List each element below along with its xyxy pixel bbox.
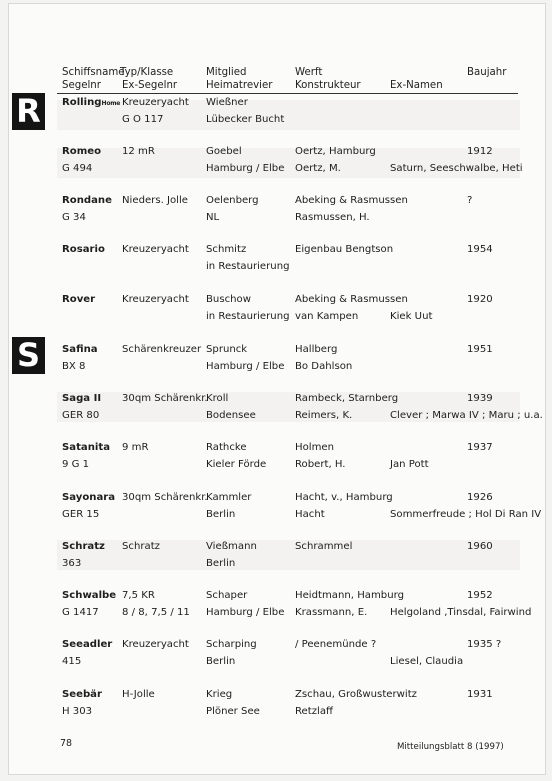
- entry-year: [467, 241, 493, 258]
- section-tab-s: S: [12, 337, 45, 374]
- entry-sail-number: [62, 407, 99, 424]
- entry-name-text: Rondane: [62, 195, 112, 206]
- entry-yard: [295, 192, 408, 209]
- entry-year-text: 1935 ?: [467, 639, 502, 650]
- header-segelnr: Segelnr: [62, 80, 101, 91]
- list-item: [0, 439, 552, 479]
- entry-type-text: Nieders. Jolle: [122, 195, 188, 206]
- entry-ex-sail-number-text: G O 117: [122, 114, 164, 125]
- entry-home-waters: [206, 308, 290, 325]
- entry-name-text: Saga II: [62, 393, 102, 404]
- entry-home-waters: [206, 456, 266, 473]
- entry-type: [122, 341, 201, 358]
- list-item: [0, 94, 552, 134]
- entry-designer-text: Rasmussen, H.: [295, 212, 370, 223]
- entry-ex-names-text: Kiek Uut: [390, 311, 433, 322]
- entry-sail-number-text: 415: [62, 656, 82, 667]
- entry-home-waters: [206, 160, 284, 177]
- header-typ-klasse: Typ/Klasse: [120, 67, 174, 78]
- entry-year: [467, 341, 493, 358]
- entry-member-text: Buschow: [206, 294, 251, 305]
- entry-designer: [295, 604, 367, 621]
- entry-member-text: Kroll: [206, 393, 229, 404]
- entry-name-suffix: Home: [101, 100, 121, 107]
- list-item: [0, 686, 552, 726]
- entry-member: [206, 390, 228, 407]
- entry-name: [62, 439, 110, 456]
- entry-member: [206, 143, 242, 160]
- entry-ex-sail-number-text: 8 / 8, 7,5 / 11: [122, 607, 190, 618]
- entry-member: [206, 636, 257, 653]
- entry-designer-text: van Kampen: [295, 311, 359, 322]
- entry-home-waters: [206, 604, 284, 621]
- entry-yard: [295, 390, 398, 407]
- entry-year-text: 1912: [467, 146, 493, 157]
- entry-yard-text: Abeking & Rasmussen: [295, 195, 408, 206]
- entry-home-waters: [206, 258, 290, 275]
- entry-year: [467, 686, 493, 703]
- entry-member: [206, 587, 247, 604]
- entry-designer: [295, 506, 325, 523]
- entry-ex-names: [390, 653, 463, 670]
- header-ex-segelnr: Ex-Segelnr: [122, 80, 178, 91]
- entry-member: [206, 341, 247, 358]
- entry-sail-number: [62, 209, 86, 226]
- entry-designer: [295, 358, 352, 375]
- entry-home-waters: [206, 209, 219, 226]
- entry-member: [206, 538, 257, 555]
- entry-ex-names: [390, 456, 429, 473]
- entry-type: [122, 143, 155, 160]
- entry-member: [206, 192, 259, 209]
- entry-designer-text: Hacht: [295, 509, 325, 520]
- entry-home-waters-text: Kieler Förde: [206, 459, 267, 470]
- entry-type-text: Kreuzeryacht: [122, 97, 189, 108]
- entry-member: [206, 489, 251, 506]
- entry-year: [467, 291, 493, 308]
- entry-sail-number: [62, 160, 92, 177]
- entry-name: [62, 587, 116, 604]
- entry-sail-number: [62, 506, 99, 523]
- entry-yard: [295, 587, 404, 604]
- entry-ex-names: [390, 604, 531, 621]
- entry-home-waters: [206, 358, 284, 375]
- entry-name: [62, 636, 112, 653]
- entry-designer: [295, 703, 333, 720]
- entry-member-text: Schmitz: [206, 244, 247, 255]
- entry-year-text: 1954: [467, 244, 493, 255]
- header-heimatrevier: Heimatrevier: [206, 80, 273, 91]
- entry-ex-names: [390, 160, 523, 177]
- entry-ex-names-text: Clever ; Marwa IV ; Maru ; u.a.: [390, 410, 543, 421]
- entry-sail-number-text: 9 G 1: [62, 459, 90, 470]
- entry-sail-number-text: G 34: [62, 212, 86, 223]
- entry-member-text: Goebel: [206, 146, 242, 157]
- entry-home-waters-text: Hamburg / Elbe: [206, 361, 285, 372]
- entry-name-text: Rosario: [62, 244, 105, 255]
- entry-name-text: Seeadler: [62, 639, 113, 650]
- list-item: [0, 143, 552, 183]
- entry-designer: [295, 308, 358, 325]
- entry-year: [467, 489, 493, 506]
- entry-sail-number-text: 363: [62, 558, 82, 569]
- entry-year: [467, 390, 493, 407]
- entry-yard-text: Hallberg: [295, 344, 338, 355]
- entry-member: [206, 94, 248, 111]
- entry-type-text: H-Jolle: [122, 689, 155, 700]
- entry-home-waters: [206, 703, 260, 720]
- entry-sail-number: [62, 456, 89, 473]
- entry-yard: [295, 341, 337, 358]
- entry-yard: [295, 636, 376, 653]
- entry-sail-number-text: GER 15: [62, 509, 100, 520]
- entry-year-text: ?: [467, 195, 473, 206]
- entry-year: [467, 192, 472, 209]
- entry-name: [62, 241, 105, 258]
- entry-type-text: 30qm Schärenkr.: [122, 393, 208, 404]
- entry-yard-text: Rambeck, Starnberg: [295, 393, 399, 404]
- entry-name-text: Seebär: [62, 689, 102, 700]
- entry-name-text: Rover: [62, 294, 96, 305]
- entry-name-text: Sayonara: [62, 492, 116, 503]
- list-item: [0, 587, 552, 627]
- entry-member: [206, 686, 232, 703]
- section-tab-r: R: [12, 93, 45, 130]
- entry-home-waters-text: in Restaurierung: [206, 261, 290, 272]
- entry-member-text: Sprunck: [206, 344, 248, 355]
- entry-member: [206, 291, 251, 308]
- entry-year-text: 1926: [467, 492, 493, 503]
- list-item: [0, 390, 552, 430]
- header-schiffsname: Schiffsname: [62, 67, 125, 78]
- entry-yard-text: Abeking & Rasmussen: [295, 294, 408, 305]
- entry-ex-names-text: Liesel, Claudia: [390, 656, 464, 667]
- entry-name-text: Schwalbe: [62, 590, 117, 601]
- entry-year-text: 1939: [467, 393, 493, 404]
- header-baujahr: Baujahr: [467, 67, 507, 78]
- header-konstrukteur: Konstrukteur: [295, 80, 361, 91]
- entry-year-text: 1920: [467, 294, 493, 305]
- entry-name: [62, 192, 112, 209]
- header-werft: Werft: [295, 67, 323, 78]
- entry-designer-text: Bo Dahlson: [295, 361, 353, 372]
- entry-year-text: 1931: [467, 689, 493, 700]
- entry-yard: [295, 291, 408, 308]
- entry-type: [122, 587, 155, 604]
- entry-name: [62, 143, 101, 160]
- entry-type-text: 7,5 KR: [122, 590, 155, 601]
- entry-type-text: Kreuzeryacht: [122, 244, 189, 255]
- entry-yard: [295, 686, 417, 703]
- list-item: [0, 341, 552, 381]
- entry-type: [122, 489, 208, 506]
- entry-ex-names: [390, 308, 432, 325]
- entry-member-text: Scharping: [206, 639, 257, 650]
- list-item: [0, 489, 552, 529]
- entry-designer: [295, 407, 352, 424]
- entry-name-text: Safina: [62, 344, 98, 355]
- list-item: [0, 538, 552, 578]
- entry-type: [122, 439, 148, 456]
- entry-yard-text: Zschau, Großwusterwitz: [295, 689, 417, 700]
- list-item: [0, 291, 552, 331]
- header-ex-namen: Ex-Namen: [390, 80, 443, 91]
- entry-yard-text: Holmen: [295, 442, 335, 453]
- entry-type: [122, 636, 189, 653]
- entry-home-waters-text: Hamburg / Elbe: [206, 607, 285, 618]
- entry-yard-text: Eigenbau Bengtson: [295, 244, 394, 255]
- entry-ex-sail-number: [122, 111, 163, 128]
- entry-home-waters: [206, 653, 235, 670]
- entry-type-text: Schratz: [122, 541, 160, 552]
- entry-home-waters-text: in Restaurierung: [206, 311, 290, 322]
- entry-designer-text: Retzlaff: [295, 706, 333, 717]
- entry-designer-text: Robert, H.: [295, 459, 346, 470]
- entry-name-text: Romeo: [62, 146, 102, 157]
- entry-year: [467, 636, 501, 653]
- entry-year: [467, 439, 493, 456]
- entry-type-text: 12 mR: [122, 146, 155, 157]
- entry-sail-number-text: BX 8: [62, 361, 86, 372]
- entry-home-waters-text: Berlin: [206, 509, 236, 520]
- entry-home-waters: [206, 111, 284, 128]
- entry-year-text: 1951: [467, 344, 493, 355]
- entry-name-text: Satanita: [62, 442, 110, 453]
- entry-sail-number-text: GER 80: [62, 410, 100, 421]
- entry-ex-names-text: Jan Pott: [390, 459, 429, 470]
- entry-designer-text: Krassmann, E.: [295, 607, 368, 618]
- entry-designer-text: Oertz, M.: [295, 163, 341, 174]
- entry-yard-text: Hacht, v., Hamburg: [295, 492, 393, 503]
- entry-ex-names: [390, 407, 543, 424]
- entry-ex-names-text: Sommerfreude ; Hol Di Ran IV: [390, 509, 542, 520]
- entry-year-text: 1952: [467, 590, 493, 601]
- list-item: [0, 241, 552, 281]
- entry-member-text: Oelenberg: [206, 195, 259, 206]
- entry-name: [62, 686, 102, 703]
- page-number: 78: [60, 738, 73, 749]
- entry-name: [62, 291, 95, 308]
- entry-yard: [295, 241, 393, 258]
- entry-yard-text: Schrammel: [295, 541, 353, 552]
- entry-type: [122, 192, 188, 209]
- entry-year: [467, 143, 493, 160]
- entry-name: [62, 538, 105, 555]
- entry-yard-text: / Peenemünde ?: [295, 639, 377, 650]
- entry-name: [62, 94, 120, 112]
- entry-sail-number: [62, 703, 92, 720]
- entry-member-text: Wießner: [206, 97, 248, 108]
- entry-home-waters-text: Berlin: [206, 656, 236, 667]
- entry-sail-number: [62, 604, 99, 621]
- entry-type: [122, 538, 160, 555]
- entry-home-waters-text: Berlin: [206, 558, 236, 569]
- entry-type: [122, 686, 155, 703]
- entry-home-waters-text: Bodensee: [206, 410, 256, 421]
- entry-year-text: 1960: [467, 541, 493, 552]
- entry-name: [62, 390, 101, 407]
- entry-type: [122, 241, 189, 258]
- header-mitglied: Mitglied: [206, 67, 247, 78]
- entry-type-text: 9 mR: [122, 442, 149, 453]
- entry-type-text: Kreuzeryacht: [122, 294, 189, 305]
- entry-type: [122, 390, 208, 407]
- entry-type: [122, 94, 189, 111]
- entry-sail-number-text: G 1417: [62, 607, 99, 618]
- entry-designer: [295, 209, 370, 226]
- entry-sail-number: [62, 555, 81, 572]
- entry-home-waters-text: Lübecker Bucht: [206, 114, 285, 125]
- entry-ex-names-text: Saturn, Seeschwalbe, Heti: [390, 163, 523, 174]
- entry-year: [467, 538, 493, 555]
- entry-name-text: Rolling: [62, 97, 102, 108]
- entry-name-text: Schratz: [62, 541, 105, 552]
- entry-ex-sail-number: [122, 604, 190, 621]
- entry-home-waters-text: NL: [206, 212, 220, 223]
- entry-yard-text: Heidtmann, Hamburg: [295, 590, 404, 601]
- entry-member: [206, 241, 246, 258]
- entry-yard: [295, 489, 393, 506]
- entry-yard-text: Oertz, Hamburg: [295, 146, 376, 157]
- entry-designer-text: Reimers, K.: [295, 410, 353, 421]
- entry-type-text: Kreuzeryacht: [122, 639, 189, 650]
- entry-designer: [295, 456, 346, 473]
- entry-member-text: Rathcke: [206, 442, 247, 453]
- entry-name: [62, 341, 98, 358]
- list-item: [0, 192, 552, 232]
- entry-yard: [295, 143, 376, 160]
- entry-member: [206, 439, 247, 456]
- entry-sail-number: [62, 358, 85, 375]
- entry-home-waters-text: Hamburg / Elbe: [206, 163, 285, 174]
- entry-home-waters: [206, 555, 235, 572]
- entry-name: [62, 489, 115, 506]
- entry-yard: [295, 439, 334, 456]
- entry-home-waters: [206, 407, 256, 424]
- entry-ex-names-text: Helgoland ,Tinsdal, Fairwind: [390, 607, 532, 618]
- entry-year: [467, 587, 493, 604]
- entry-designer: [295, 160, 341, 177]
- entry-type-text: 30qm Schärenkr.: [122, 492, 208, 503]
- entry-sail-number: [62, 653, 81, 670]
- entry-sail-number-text: G 494: [62, 163, 93, 174]
- entry-member-text: Schaper: [206, 590, 248, 601]
- entry-home-waters: [206, 506, 235, 523]
- publication-title: Mitteilungsblatt 8 (1997): [397, 742, 504, 752]
- entry-year-text: 1937: [467, 442, 493, 453]
- entry-type: [122, 291, 189, 308]
- entry-yard: [295, 538, 352, 555]
- entry-home-waters-text: Plöner See: [206, 706, 260, 717]
- entry-member-text: Krieg: [206, 689, 233, 700]
- entry-member-text: Kammler: [206, 492, 252, 503]
- list-item: [0, 636, 552, 676]
- entry-ex-names: [390, 506, 541, 523]
- entry-type-text: Schärenkreuzer: [122, 344, 202, 355]
- entry-member-text: Vießmann: [206, 541, 257, 552]
- entry-sail-number-text: H 303: [62, 706, 93, 717]
